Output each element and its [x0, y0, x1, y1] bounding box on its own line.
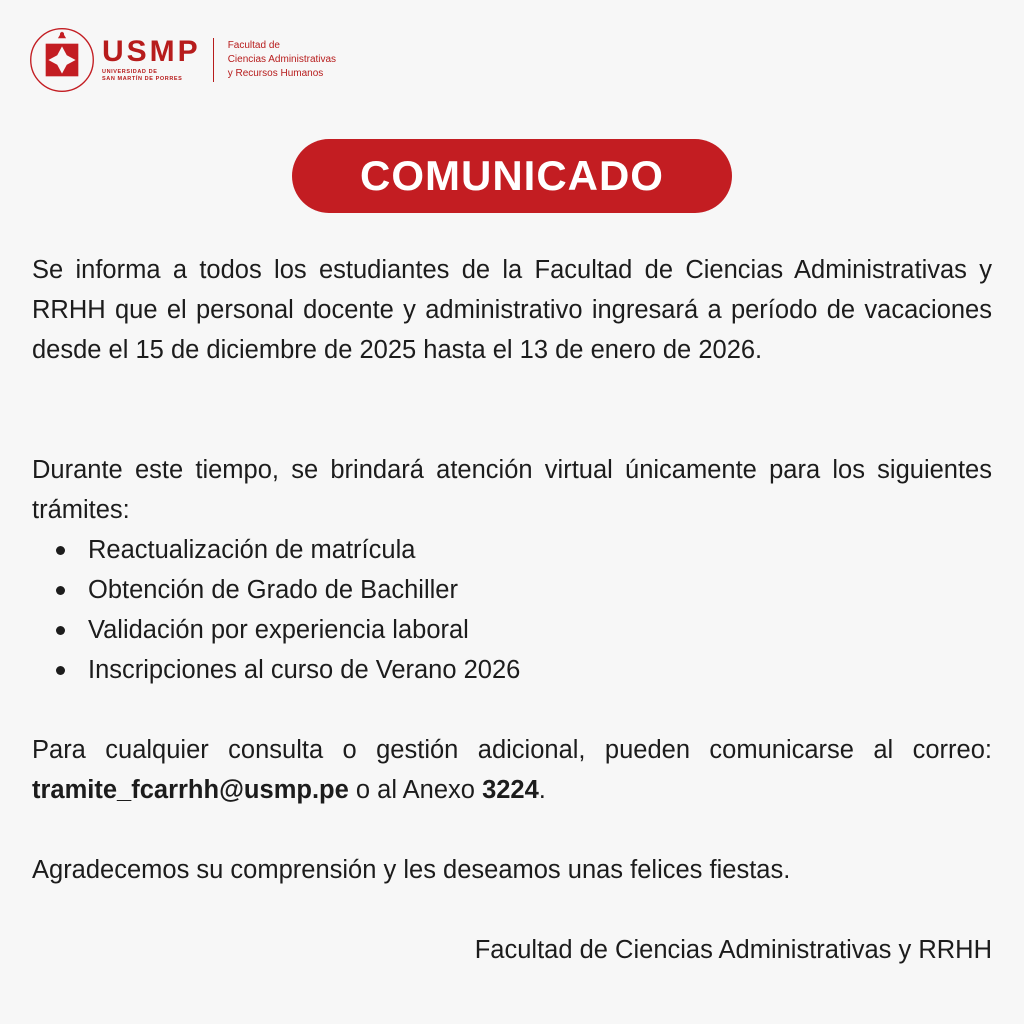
- brand-sub-line2: SAN MARTÍN DE PORRES: [102, 76, 183, 82]
- contact-extension: 3224: [482, 776, 539, 804]
- faculty-name: [228, 39, 336, 81]
- list-item: Validación por experiencia laboral: [32, 610, 992, 650]
- paragraph-vacation: Se informa a todos los estudiantes de la Facultad de Ciencias Administrativas y RRHH que el personal docente y administrativo ingresará a período de vacaciones desde el 15 de diciembre de 2025 hasta el 13 de enero de 2026.: [32, 256, 992, 364]
- announcement-paragraph: [32, 250, 992, 370]
- brand-block: [102, 37, 201, 83]
- contact-section: [32, 730, 992, 810]
- list-item: Obtención de Grado de Bachiller: [32, 570, 992, 610]
- list-item: Reactualización de matrícula: [32, 530, 992, 570]
- services-section: [32, 450, 992, 690]
- list-item: Inscripciones al curso de Verano 2026: [32, 650, 992, 690]
- brand-sub-line1: UNIVERSIDAD DE: [102, 69, 158, 75]
- faculty-line1: Facultad de: [227, 40, 280, 51]
- faculty-line2: Ciencias Administrativas: [227, 54, 337, 65]
- header: [28, 28, 336, 92]
- header-divider: [213, 38, 214, 82]
- paragraph-closing: Agradecemos su comprensión y les deseamos unas felices fiestas.: [32, 856, 791, 884]
- signature: Facultad de Ciencias Administrativas y RRHH: [474, 936, 992, 964]
- closing-section: [32, 850, 992, 890]
- contact-email[interactable]: tramite_fcarrhh@usmp.pe: [32, 776, 349, 804]
- usmp-seal-logo: [28, 26, 96, 94]
- paragraph-services: Durante este tiempo, se brindará atención virtual únicamente para los siguientes trámites:: [32, 456, 992, 524]
- title-banner: [292, 139, 732, 213]
- page-title: COMUNICADO: [360, 152, 664, 199]
- bullet-icon: [56, 626, 65, 635]
- faculty-line3: y Recursos Humanos: [227, 68, 324, 79]
- brand-name: USMP: [102, 35, 201, 68]
- paragraph-contact: Para cualquier consulta o gestión adicional, pueden comunicarse al correo: tramite_fcarrhh@usmp.pe o al Anexo 3224.: [32, 736, 992, 804]
- bullet-icon: [56, 546, 65, 555]
- services-list: [32, 530, 992, 690]
- bullet-icon: [56, 586, 65, 595]
- bullet-icon: [56, 666, 65, 675]
